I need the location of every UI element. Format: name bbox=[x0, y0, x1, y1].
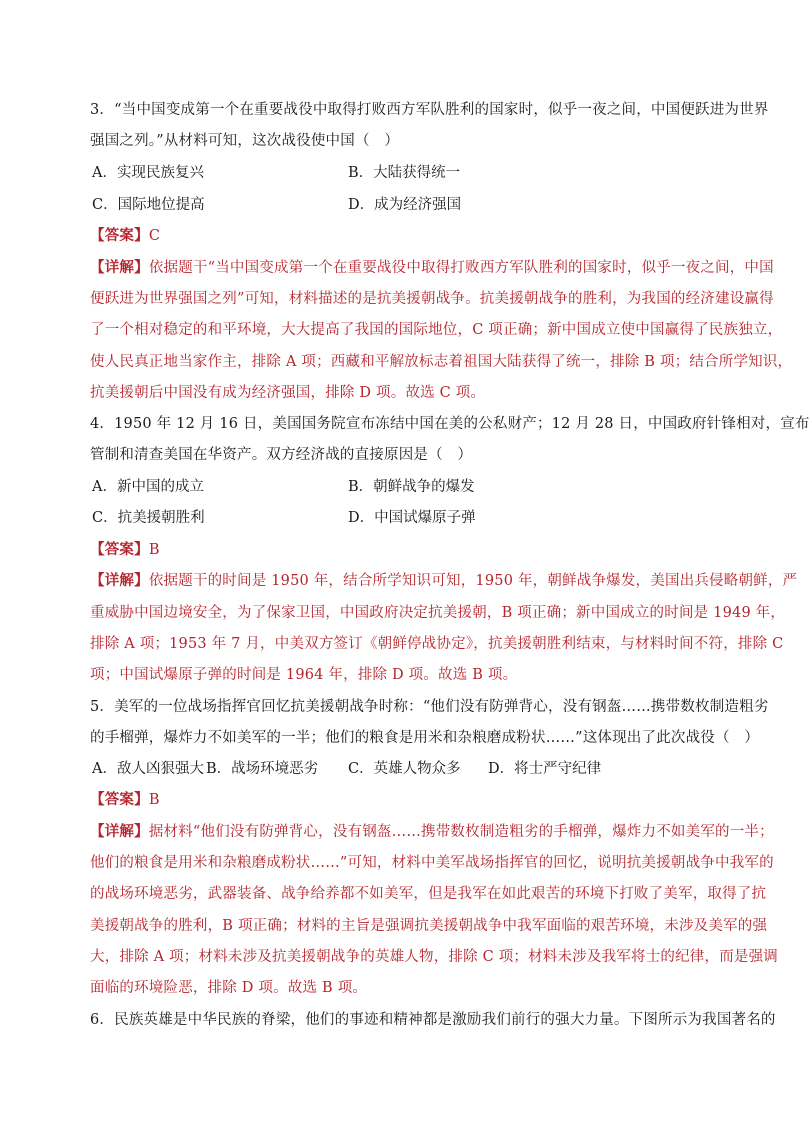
q3-answer bbox=[90, 226, 730, 246]
q4-stem-line-2: 管制和清查美国在华资产。双方经济战的直接原因是（ ） bbox=[90, 447, 473, 463]
q5-stem-line-2: 的手榴弹，爆炸力不如美军的一半；他们的粮食是用米和杂粮磨成粉状……”这体现出了此次战役（ ） bbox=[90, 730, 760, 746]
q3-option-a: A．实现民族复兴 bbox=[92, 165, 204, 181]
answer-tag: 【答案】 bbox=[90, 541, 149, 558]
answer-tag: 【答案】 bbox=[90, 791, 149, 808]
answer-tag: 【答案】 bbox=[90, 227, 149, 244]
answer-value: B bbox=[148, 792, 160, 808]
q5-detail-line-4: 美援朝战争的胜利，B 项正确；材料的主旨是强调抗美援朝战争中我军面临的艰苦环境，未涉及美军的强 bbox=[90, 918, 768, 934]
q3-detail-line-3: 了一个相对稳定的和平环境，大大提高了我国的国际地位，C 项正确；新中国成立使中国赢得了民族独立， bbox=[90, 322, 783, 338]
q3-stem-line-2: 强国之列。”从材料可知，这次战役使中国（ ） bbox=[90, 133, 400, 149]
detail-text: 依据题干“当中国变成第一个在重要战役中取得打败西方军队胜利的国家时，似乎一夜之间，中国 bbox=[148, 260, 774, 276]
q3-stem-line-1: 3．“当中国变成第一个在重要战役中取得打败西方军队胜利的国家时，似乎一夜之间，中国便跃进为世界 bbox=[90, 102, 769, 118]
q4-option-b: B．朝鲜战争的爆发 bbox=[348, 479, 475, 495]
detail-text: 据材料“他们没有防弹背心，没有钢盔……携带数枚制造粗劣的手榴弹，爆炸力不如美军的一半； bbox=[148, 824, 774, 840]
q3-detail-line-5: 抗美援朝后中国没有成为经济强国，排除 D 项。故选 C 项。 bbox=[90, 385, 486, 401]
q4-option-c: C．抗美援朝胜利 bbox=[92, 510, 205, 526]
q3-option-c: C．国际地位提高 bbox=[92, 197, 205, 213]
q5-stem-line-1: 5．美军的一位战场指挥官回忆抗美援朝战争时称：“他们没有防弹背心，没有钢盔……携带数枚制造粗劣 bbox=[90, 699, 769, 715]
detail-tag: 【详解】 bbox=[90, 259, 149, 276]
q4-detail-line-3: 排除 A 项；1953 年 7 月，中美双方签订《朝鲜停战协定》，抗美援朝胜利结束，与材料时间不符，排除 C bbox=[90, 636, 784, 652]
q5-option-d: D．将士严守纪律 bbox=[488, 761, 602, 777]
q5-option-c: C．英雄人物众多 bbox=[348, 761, 461, 777]
q5-option-a: A．敌人凶狠强大 bbox=[92, 761, 204, 777]
answer-value: C bbox=[148, 228, 161, 244]
q5-detail-line-2: 他们的粮食是用米和杂粮磨成粉状……”可知，材料中美军战场指挥官的回忆，说明抗美援朝战争中我军的 bbox=[90, 855, 774, 871]
q4-stem-line-1: 4．1950 年 12 月 16 日，美国国务院宣布冻结中国在美的公私财产；12 月 28 日，中国政府针锋相对，宣布 bbox=[90, 416, 810, 432]
detail-tag: 【详解】 bbox=[90, 572, 149, 589]
q4-option-a: A．新中国的成立 bbox=[92, 479, 204, 495]
detail-tag: 【详解】 bbox=[90, 823, 149, 840]
detail-text: 依据题干的时间是 1950 年，结合所学知识可知，1950 年，朝鲜战争爆发，美国出兵侵略朝鲜，严 bbox=[148, 573, 798, 589]
q5-detail-line-1 bbox=[90, 822, 774, 842]
q4-detail-line-1 bbox=[90, 571, 798, 591]
q5-detail-line-5: 大，排除 A 项；材料未涉及抗美援朝战争的英雄人物，排除 C 项；材料未涉及我军将士的纪律，而是强调 bbox=[90, 949, 778, 965]
q4-detail-line-4: 项；中国试爆原子弹的时间是 1964 年，排除 D 项。故选 B 项。 bbox=[90, 667, 518, 683]
q3-detail-line-4: 使人民真正地当家作主，排除 A 项；西藏和平解放标志着祖国大陆获得了统一，排除 B 项；结合所学知识， bbox=[90, 354, 793, 370]
q3-detail-line-2: 便跃进为世界强国之列”可知，材料描述的是抗美援朝战争。抗美援朝战争的胜利，为我国的经济建设赢得 bbox=[90, 291, 774, 307]
q3-option-d: D．成为经济强国 bbox=[348, 197, 462, 213]
q5-option-b: B．战场环境恶劣 bbox=[206, 761, 319, 777]
q3-option-b: B．大陆获得统一 bbox=[348, 165, 461, 181]
q4-detail-line-2: 重威胁中国边境安全，为了保家卫国，中国政府决定抗美援朝，B 项正确；新中国成立的时间是 1949 年， bbox=[90, 605, 786, 621]
q4-answer bbox=[90, 540, 730, 560]
q4-option-d: D．中国试爆原子弹 bbox=[348, 510, 476, 526]
q6-stem-line-1: 6．民族英雄是中华民族的脊梁，他们的事迹和精神都是激励我们前行的强大力量。下图所示为我国著名的 bbox=[90, 1012, 776, 1028]
answer-value: B bbox=[148, 542, 160, 558]
q5-detail-line-3: 的战场环境恶劣，武器装备、战争给养都不如美军，但是我军在如此艰苦的环境下打败了美军，取得了抗 bbox=[90, 886, 767, 902]
q5-answer bbox=[90, 790, 730, 810]
q5-detail-line-6: 面临的环境险恶，排除 D 项。故选 B 项。 bbox=[90, 980, 368, 996]
q3-detail-line-1 bbox=[90, 258, 774, 278]
